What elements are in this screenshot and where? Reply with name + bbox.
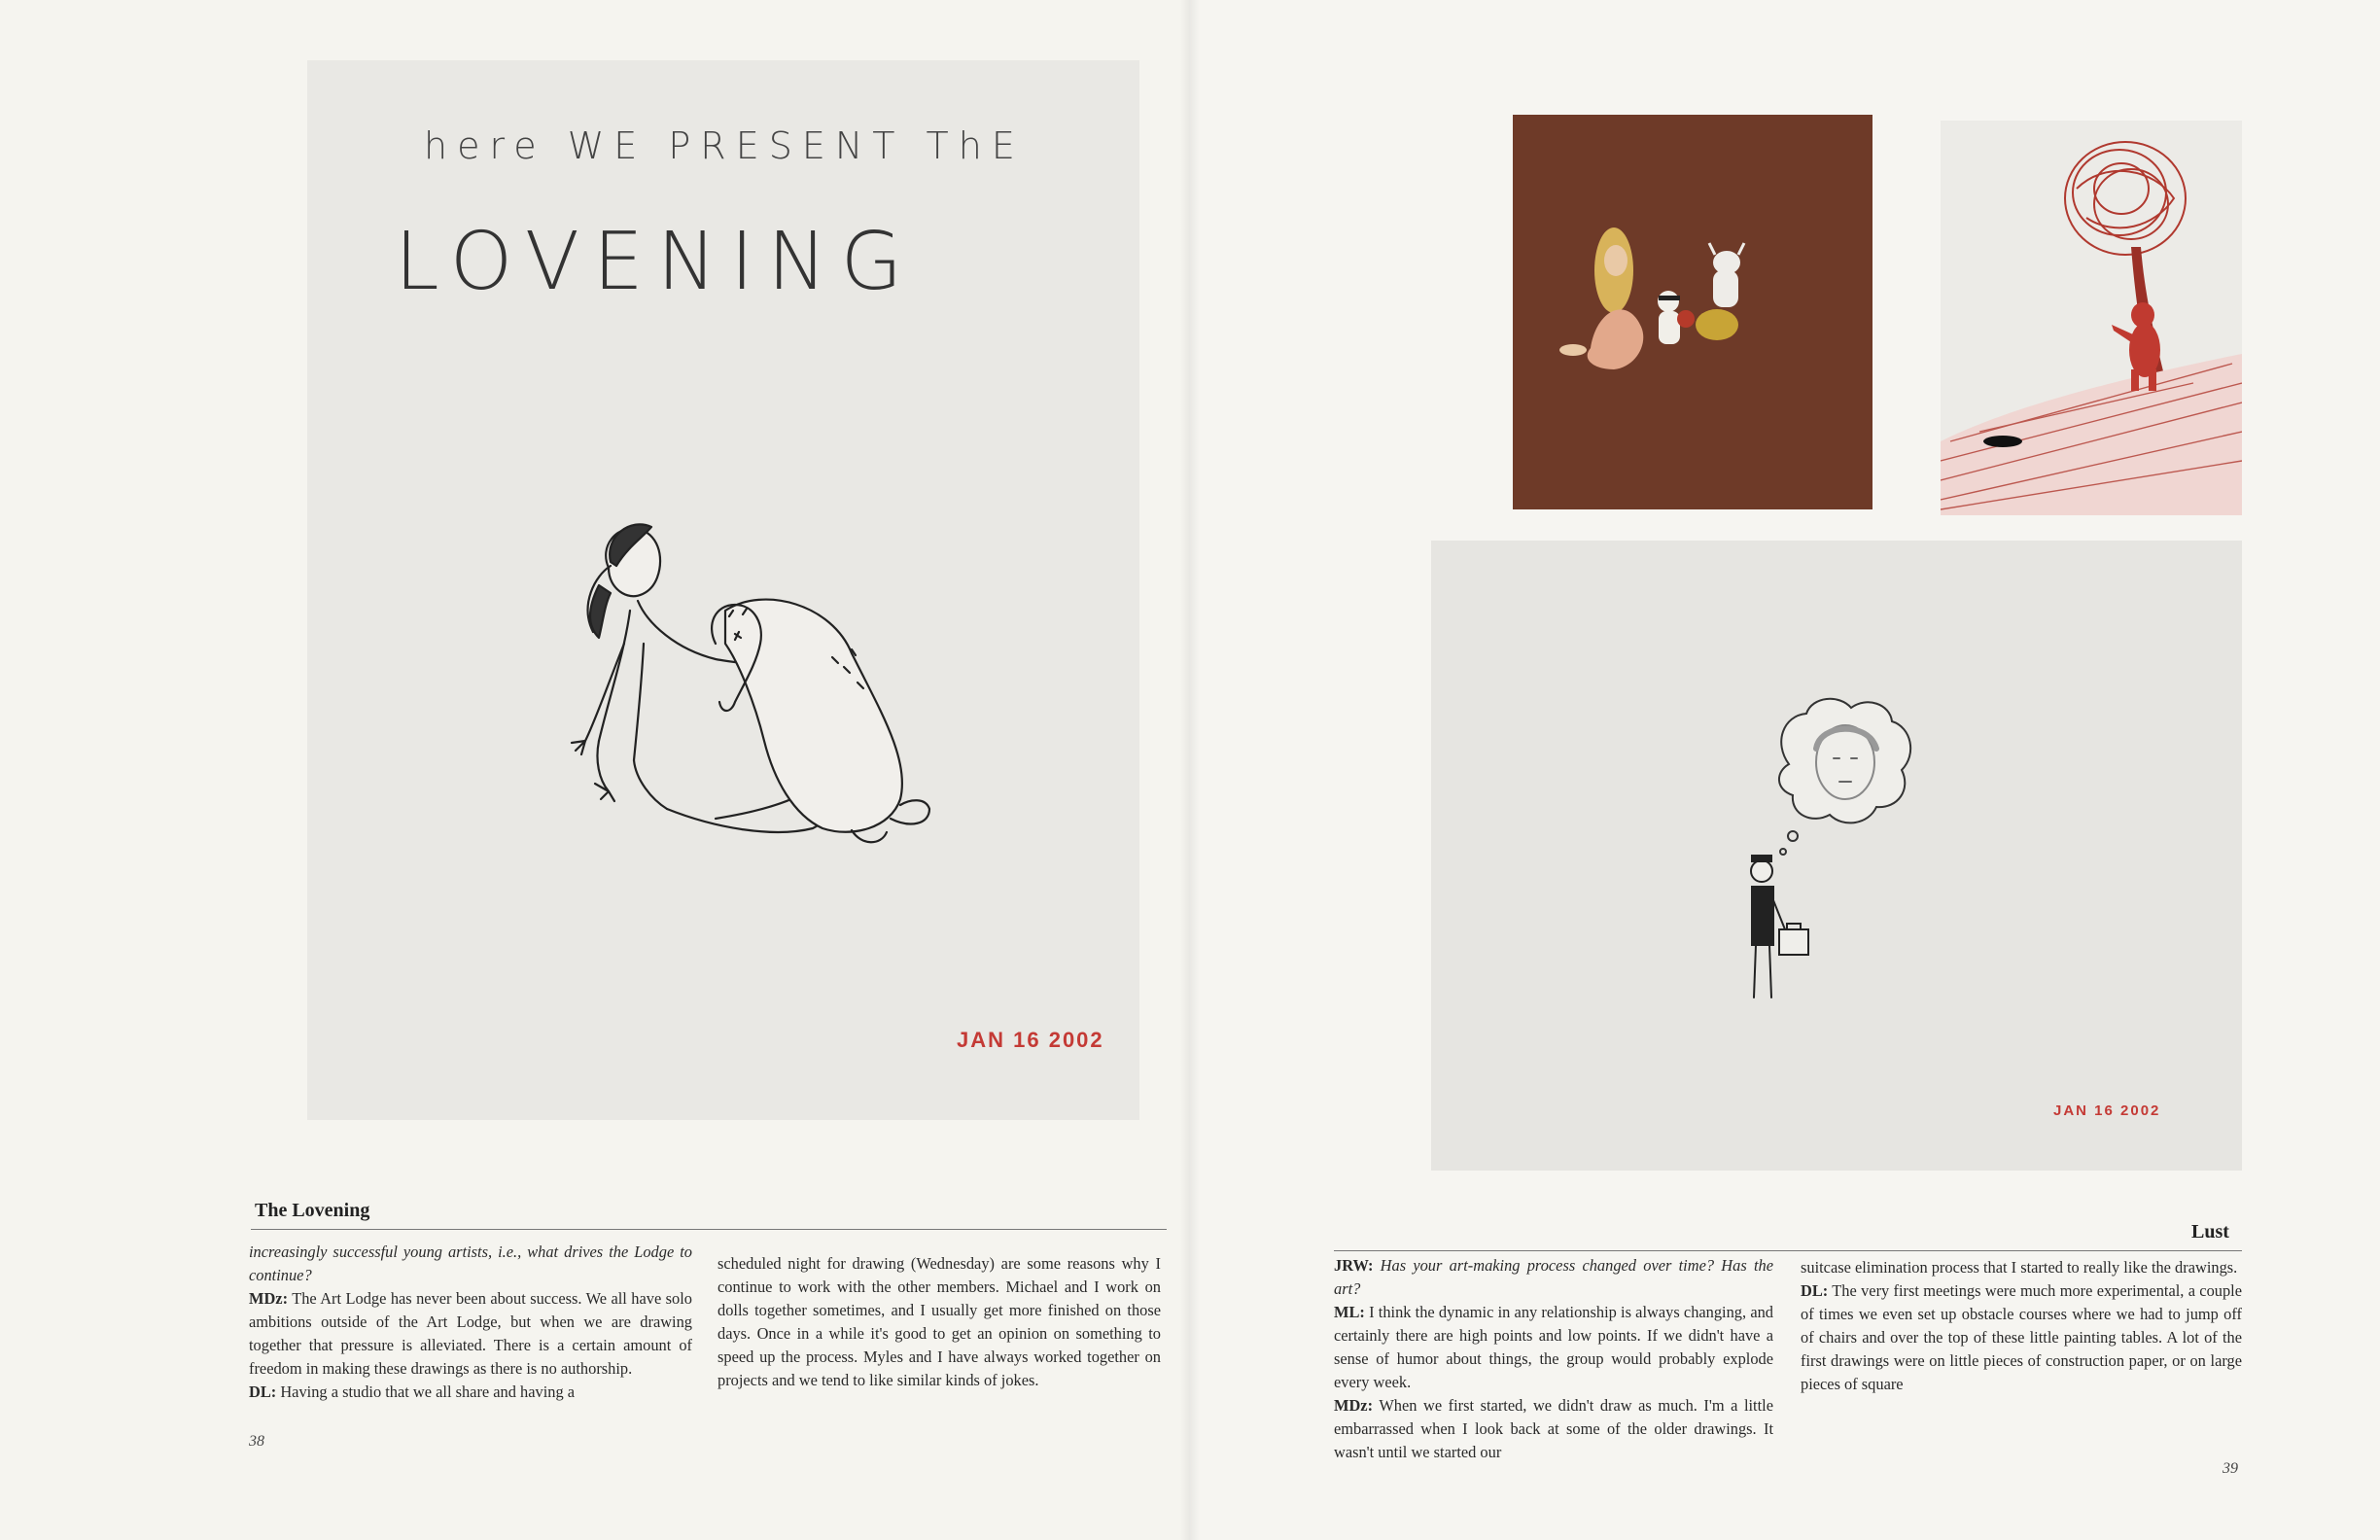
text-column-1: [249, 1241, 692, 1404]
seated-figures-drawing: [1513, 115, 1872, 509]
section-rule: [1334, 1250, 2242, 1251]
answer-text: scheduled night for drawing (Wednesday) are some reasons why I continue to work with the other members. Michael and I work on dolls together sometimes, and I usually get more finished on those days. Once in a while it's good to get an opinion on something to speed up the process. Myles and I have always worked together on projects and we tend to like similar kinds of jokes.: [718, 1254, 1161, 1389]
text-column-1: [1334, 1254, 1773, 1464]
question-text: increasingly successful young artists, i.e., what drives the Lodge to continue?: [249, 1242, 692, 1284]
speaker-label: ML:: [1334, 1303, 1365, 1321]
brown-panel-artwork: [1513, 115, 1872, 509]
text-column-2: [718, 1252, 1161, 1392]
lovening-artwork: [307, 60, 1139, 1120]
speaker-label: DL:: [249, 1382, 277, 1401]
answer-text: Having a studio that we all share and having a: [280, 1382, 576, 1401]
page-number: 38: [249, 1433, 264, 1450]
book-gutter: [1180, 0, 1200, 1540]
handwritten-title: LOVENING: [395, 216, 917, 308]
speaker-label: DL:: [1801, 1281, 1829, 1300]
date-stamp: JAN 16 2002: [957, 1028, 1104, 1052]
text-column-2: [1801, 1256, 2242, 1396]
bear-tree-drawing: [1941, 121, 2242, 515]
page-number: 39: [2222, 1460, 2238, 1477]
answer-text: The Art Lodge has never been about success. We all have solo ambitions outside of the Art Lodge, but when we are drawing together that pressure is alleviated. There is a certain amount of freedom in making these drawings as there is no authorship.: [249, 1289, 692, 1378]
answer-text: The very first meetings were much more experimental, a couple of times we even set up obstacle courses where we had to jump off of chairs and over the top of these little painting tables. A lot of the first drawings were on little pieces of construction paper, or on large pieces of square: [1801, 1281, 2242, 1393]
lust-artwork: [1431, 541, 2242, 1171]
section-rule: [251, 1229, 1167, 1230]
date-stamp: JAN 16 2002: [2053, 1102, 2161, 1119]
bear-tree-artwork: [1941, 121, 2242, 515]
speaker-label: MDz:: [249, 1289, 289, 1308]
woman-and-bear-drawing: [307, 60, 1139, 1120]
section-title: Lust: [2191, 1221, 2229, 1242]
section-title: The Lovening: [255, 1200, 370, 1221]
speaker-label: JRW:: [1334, 1256, 1374, 1275]
answer-text: suitcase elimination process that I started to really like the drawings.: [1801, 1258, 2238, 1277]
answer-text: When we first started, we didn't draw as much. I'm a little embarrassed when I look back at some of the older drawings. It wasn't until we started our: [1334, 1396, 1773, 1461]
man-with-suitcase-drawing: [1431, 541, 2242, 1171]
right-page: [1190, 0, 2380, 1540]
answer-text: I think the dynamic in any relationship is always changing, and certainly there are high points and low points. If we didn't have a sense of humor about things, the group would probably explode every week.: [1334, 1303, 1773, 1391]
speaker-label: MDz:: [1334, 1396, 1374, 1415]
question-text: Has your art-making process changed over time? Has the art?: [1334, 1256, 1773, 1298]
handwritten-heading: here WE PRESENT ThE: [424, 124, 1025, 167]
